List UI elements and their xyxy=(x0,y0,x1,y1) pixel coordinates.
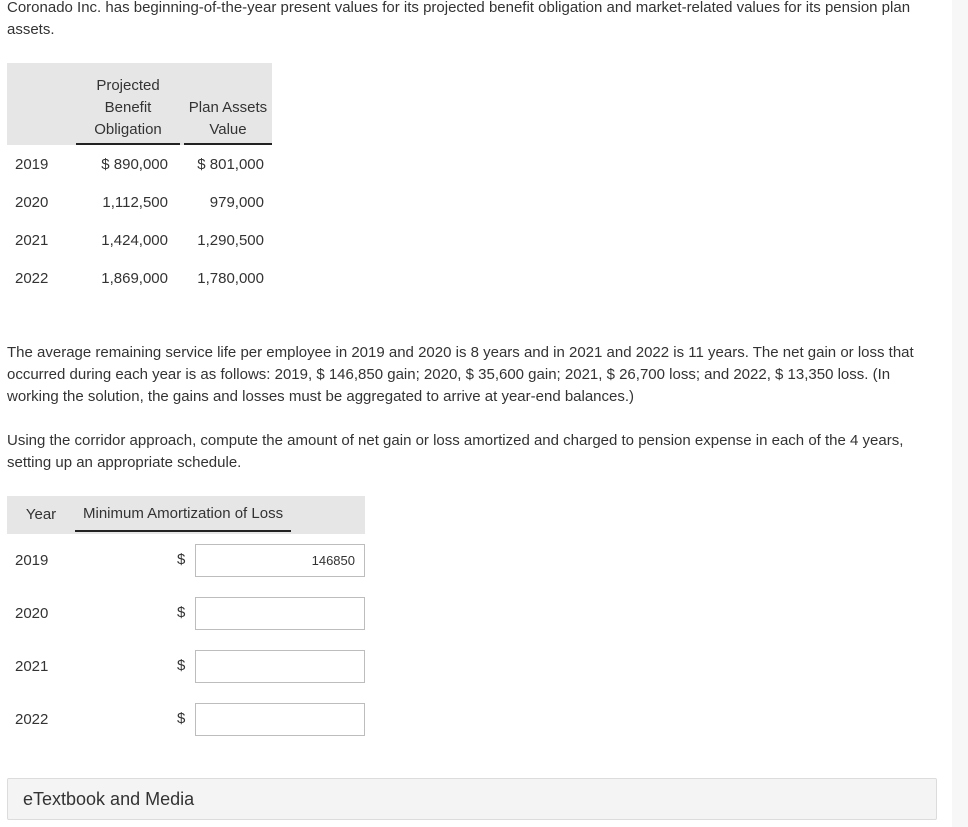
row-year: 2020 xyxy=(15,605,49,622)
amount-cell xyxy=(75,587,365,640)
service-life-text: The average remaining service life per employee in 2019 and 2020 is 8 years and in 2021 and 2022 is 11 years. The net gain or loss that occurred during each year is as follows: 2019, $ 146,850 gain; 2020, $ 35,600 gain; 2021, $ 26,700 loss; and 2022, $ 13,350 loss. (In working the solution, the gains and losses must be aggregated to arrive at year-end balances.) xyxy=(7,344,914,405)
row-plan-assets: 979,000 xyxy=(209,193,264,211)
given-values-table xyxy=(7,63,272,297)
row-year: 2019 xyxy=(15,552,49,569)
row-year: 2021 xyxy=(15,231,49,249)
table-row xyxy=(7,534,365,587)
currency-symbol: $ xyxy=(177,551,186,569)
right-gutter xyxy=(952,0,968,827)
amortization-table xyxy=(7,496,365,746)
row-year: 2019 xyxy=(15,155,49,173)
header-year-label: Year xyxy=(25,506,57,523)
amort-header-row xyxy=(7,496,365,534)
instruction-text: Using the corridor approach, compute the amount of net gain or loss amortized and charged to pension expense in each of the 4 years, setting up an appropriate schedule. xyxy=(7,432,904,471)
amount-cell xyxy=(75,640,365,693)
row-year: 2020 xyxy=(15,193,49,211)
row-year: 2022 xyxy=(15,269,49,287)
table-row xyxy=(7,145,272,183)
currency-symbol: $ xyxy=(177,604,186,622)
amortization-input-2020[interactable] xyxy=(195,597,365,630)
row-pbo: 1,869,000 xyxy=(101,269,168,287)
header-plan-assets xyxy=(184,63,272,145)
table-row xyxy=(7,640,365,693)
table-row xyxy=(7,587,365,640)
header-plan-assets-label: Plan Assets Value xyxy=(184,97,272,145)
amortization-input-2021[interactable] xyxy=(195,650,365,683)
row-plan-assets: 1,780,000 xyxy=(197,269,264,287)
given-table-header-row xyxy=(7,63,272,145)
table-row xyxy=(7,693,365,746)
table-row xyxy=(7,183,272,221)
amount-cell xyxy=(75,693,365,746)
currency-symbol: $ xyxy=(177,710,186,728)
currency-symbol: $ xyxy=(177,657,186,675)
header-pbo xyxy=(76,63,184,145)
amortization-input-2022[interactable] xyxy=(195,703,365,736)
row-pbo: 1,112,500 xyxy=(102,193,168,211)
header-min-amortization-label: Minimum Amortization of Loss xyxy=(75,498,291,532)
header-year xyxy=(7,496,75,534)
amount-cell xyxy=(75,534,365,587)
table-row xyxy=(7,221,272,259)
header-pbo-label: Projected Benefit Obligation xyxy=(76,75,180,145)
header-blank-cell xyxy=(7,63,76,145)
amortization-input-2019[interactable] xyxy=(195,544,365,577)
row-pbo: $ 890,000 xyxy=(101,155,168,173)
row-plan-assets: $ 801,000 xyxy=(197,155,264,173)
row-year: 2021 xyxy=(15,658,49,675)
etextbook-media-panel[interactable]: eTextbook and Media xyxy=(7,778,937,820)
header-min-amortization xyxy=(75,496,365,534)
intro-text: Coronado Inc. has beginning-of-the-year present values for its projected benefit obligation and market-related values for its pension plan assets. xyxy=(7,0,911,38)
row-year: 2022 xyxy=(15,711,49,728)
row-plan-assets: 1,290,500 xyxy=(197,231,264,249)
table-row xyxy=(7,259,272,297)
row-pbo: 1,424,000 xyxy=(101,231,168,249)
